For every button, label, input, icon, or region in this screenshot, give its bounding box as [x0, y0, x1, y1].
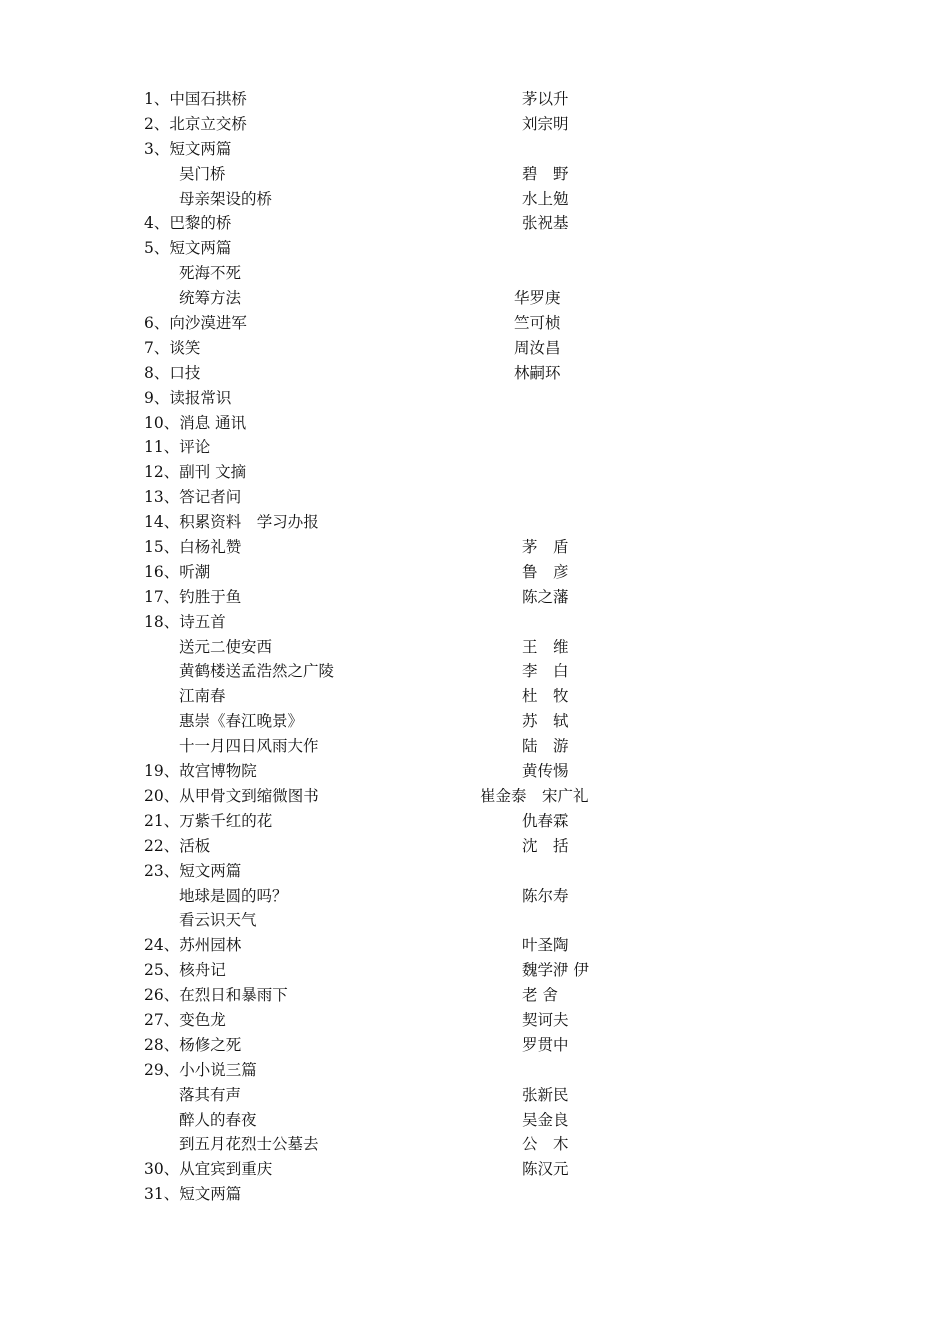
entry-title: 5、短文两篇: [144, 239, 232, 258]
toc-entry: [0, 236, 950, 261]
entry-title: 26、在烈日和暴雨下: [144, 986, 288, 1005]
entry-author: 黄传惕: [522, 762, 569, 781]
entry-title: 21、万紫千红的花: [144, 811, 273, 830]
entry-author: 吴金良: [522, 1110, 569, 1129]
toc-entry: [0, 1008, 950, 1033]
toc-entry: [0, 933, 950, 958]
entry-author: 茅以升: [522, 90, 569, 108]
entry-title: 6、向沙漠进军: [144, 314, 247, 333]
toc-subentry: [0, 261, 950, 286]
entry-title: 24、苏州园林: [144, 936, 242, 955]
entry-author: 陈之藩: [522, 587, 569, 606]
toc-entry: [0, 784, 950, 809]
entry-title: 30、从宜宾到重庆: [144, 1160, 273, 1179]
entry-author: 李 白: [522, 662, 569, 681]
entry-author: 魏学洢 伊: [522, 961, 589, 980]
entry-title: 27、变色龙: [144, 1010, 226, 1029]
entry-author: 竺可桢: [514, 314, 561, 333]
toc-entry: [0, 958, 950, 983]
toc-subentry: [0, 709, 950, 734]
entry-author: 林嗣环: [514, 363, 561, 382]
entry-author: 叶圣陶: [522, 936, 569, 955]
entry-author: 陆 游: [522, 737, 569, 756]
toc-entry: [0, 435, 950, 460]
entry-author: 苏 轼: [522, 712, 569, 731]
toc-entry: [0, 809, 950, 834]
toc-entry: [0, 759, 950, 784]
toc-entry: [0, 510, 950, 535]
toc-entry: [0, 1157, 950, 1182]
entry-title: 看云识天气: [179, 911, 257, 930]
toc-entry: [0, 610, 950, 635]
toc-entry: [0, 585, 950, 610]
entry-title: 2、北京立交桥: [144, 114, 247, 133]
entry-author: 周汝昌: [514, 338, 561, 357]
toc-subentry: [0, 684, 950, 709]
toc-entry: [0, 386, 950, 411]
toc-subentry: [0, 1132, 950, 1157]
entry-author: 碧 野: [522, 164, 569, 183]
entry-title: 20、从甲骨文到缩微图书: [144, 786, 319, 805]
toc-entry: [0, 1033, 950, 1058]
toc-entry: [0, 485, 950, 510]
entry-title: 醉人的春夜: [179, 1110, 257, 1129]
toc-entry: [0, 834, 950, 859]
toc-entry: [0, 411, 950, 436]
entry-title: 吴门桥: [179, 164, 226, 183]
entry-author: 罗贯中: [522, 1035, 569, 1054]
entry-title: 23、短文两篇: [144, 861, 242, 880]
entry-title: 7、谈笑: [144, 338, 201, 357]
entry-author: 水上勉: [522, 189, 569, 208]
entry-author: 陈汉元: [522, 1160, 569, 1179]
entry-author: 华罗庚: [514, 289, 561, 308]
entry-author: 鲁 彦: [522, 562, 569, 581]
entry-title: 黄鹤楼送孟浩然之广陵: [179, 662, 335, 681]
entry-author: 张新民: [522, 1085, 569, 1104]
entry-title: 江南春: [179, 687, 226, 706]
entry-author: 老 舍: [522, 986, 558, 1005]
entry-title: 15、白杨礼赞: [144, 538, 242, 557]
toc-entry: [0, 311, 950, 336]
toc-entry: [0, 560, 950, 585]
entry-author: 杜 牧: [522, 687, 569, 706]
entry-title: 统筹方法: [179, 289, 242, 308]
entry-title: 母亲架设的桥: [179, 189, 273, 208]
entry-title: 11、评论: [144, 438, 211, 457]
entry-author: 契诃夫: [522, 1010, 569, 1029]
entry-title: 地球是圆的吗？: [179, 886, 288, 905]
toc-entry: [0, 460, 950, 485]
entry-title: 31、短文两篇: [144, 1185, 242, 1204]
toc-subentry: [0, 286, 950, 311]
entry-title: 9、读报常识: [144, 388, 232, 407]
toc-entry: [0, 535, 950, 560]
entry-title: 惠崇《春江晚景》: [179, 712, 304, 731]
entry-title: 3、短文两篇: [144, 139, 232, 158]
toc-subentry: [0, 187, 950, 212]
entry-author: 公 木: [522, 1135, 569, 1154]
toc-entry: [0, 211, 950, 236]
entry-title: 19、故宫博物院: [144, 762, 257, 781]
entry-title: 十一月四日风雨大作: [179, 737, 319, 756]
entry-title: 18、诗五首: [144, 612, 226, 631]
entry-title: 29、小小说三篇: [144, 1060, 257, 1079]
toc-entry: [0, 1182, 950, 1207]
entry-author: 王 维: [522, 637, 569, 656]
entry-title: 14、积累资料 学习办报: [144, 513, 319, 532]
entry-author: 崔金泰 宋广礼: [480, 786, 589, 805]
toc-entry: [0, 1058, 950, 1083]
entry-title: 13、答记者问: [144, 488, 242, 507]
entry-author: 仇春霖: [522, 811, 569, 830]
toc-entry: [0, 983, 950, 1008]
toc-subentry: [0, 1108, 950, 1133]
entry-author: 刘宗明: [522, 114, 569, 133]
table-of-contents: [0, 87, 950, 1207]
entry-title: 10、消息 通讯: [144, 413, 247, 432]
entry-author: 张祝基: [522, 214, 569, 233]
entry-title: 8、口技: [144, 363, 201, 382]
entry-title: 送元二使安西: [179, 637, 273, 656]
toc-subentry: [0, 734, 950, 759]
entry-title: 16、听潮: [144, 562, 211, 581]
toc-subentry: [0, 1083, 950, 1108]
entry-title: 死海不死: [179, 264, 242, 283]
toc-subentry: [0, 659, 950, 684]
entry-title: 落其有声: [179, 1085, 242, 1104]
toc-entry: [0, 336, 950, 361]
toc-subentry: [0, 908, 950, 933]
entry-title: 4、巴黎的桥: [144, 214, 232, 233]
entry-title: 28、杨修之死: [144, 1035, 242, 1054]
toc-subentry: [0, 884, 950, 909]
entry-title: 1、中国石拱桥: [144, 90, 247, 108]
entry-title: 25、核舟记: [144, 961, 226, 980]
toc-entry: [0, 87, 950, 112]
entry-title: 12、副刊 文摘: [144, 463, 247, 482]
toc-subentry: [0, 162, 950, 187]
toc-entry: [0, 137, 950, 162]
entry-title: 22、活板: [144, 836, 211, 855]
entry-author: 陈尔寿: [522, 886, 569, 905]
entry-title: 到五月花烈士公墓去: [179, 1135, 319, 1154]
toc-entry: [0, 859, 950, 884]
toc-entry: [0, 361, 950, 386]
toc-entry: [0, 112, 950, 137]
entry-title: 17、钓胜于鱼: [144, 587, 242, 606]
entry-author: 茅 盾: [522, 538, 569, 557]
entry-author: 沈 括: [522, 836, 569, 855]
toc-subentry: [0, 635, 950, 660]
